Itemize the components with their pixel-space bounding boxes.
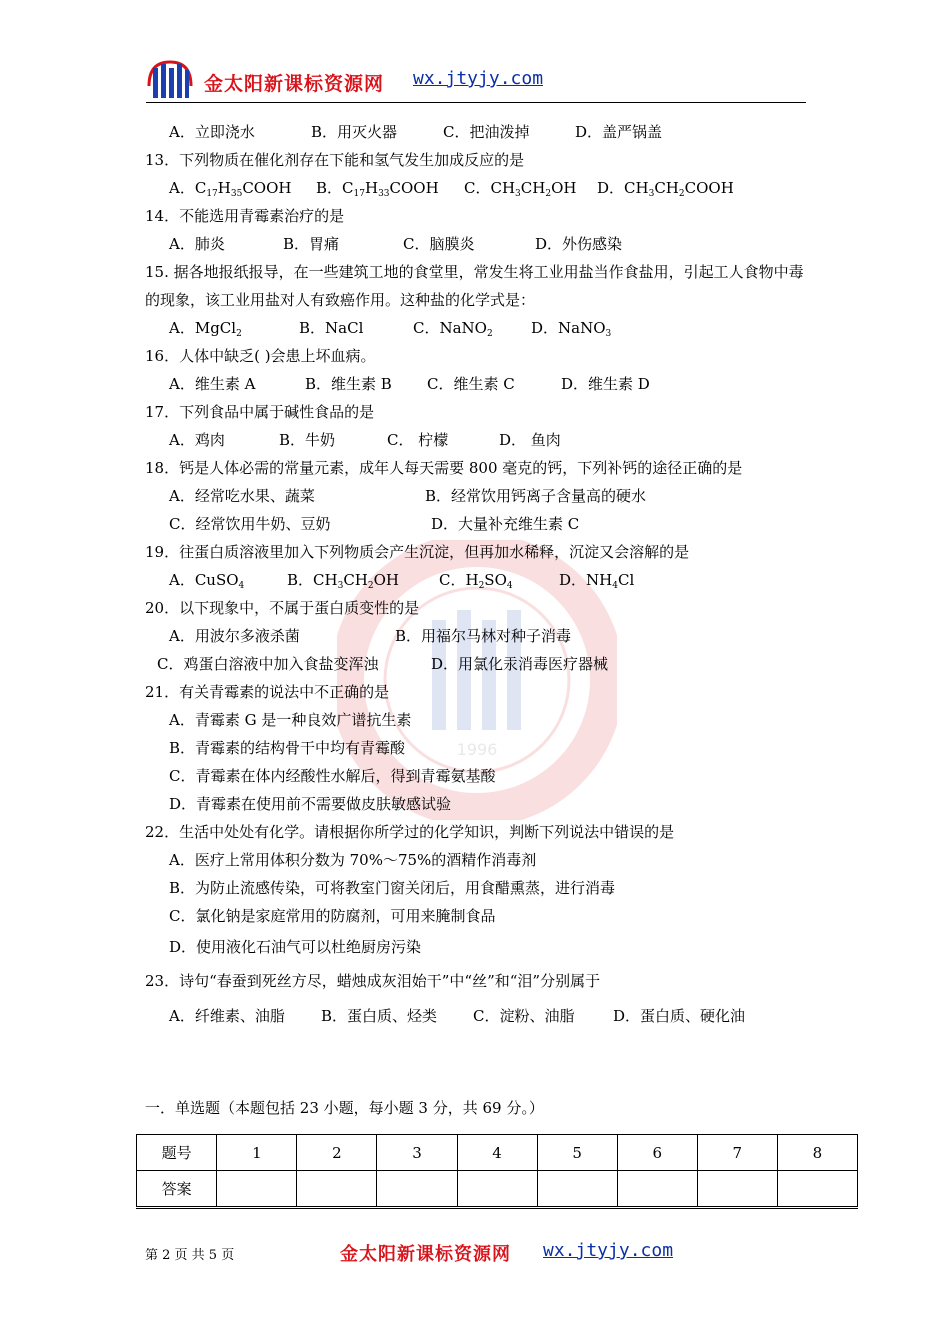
- answer-table: [136, 1134, 858, 1209]
- question-17-options: [145, 426, 825, 454]
- question-number-cell: 5: [537, 1135, 617, 1171]
- question-number-cell: 1: [217, 1135, 297, 1171]
- q23-option-b: B．蛋白质、烃类: [321, 1007, 438, 1025]
- q16-option-d: D．维生素 D: [561, 375, 650, 393]
- answer-cell[interactable]: [217, 1171, 297, 1208]
- answer-cell[interactable]: [297, 1171, 377, 1208]
- q17-option-d: D． 鱼肉: [499, 431, 561, 449]
- q17-option-a: A．鸡肉: [169, 431, 225, 449]
- question-number-cell: 8: [777, 1135, 857, 1171]
- q21-option-d: D．青霉素在使用前不需要做皮肤敏感试验: [169, 795, 452, 813]
- q20-option-d: D．用氯化汞消毒医疗器械: [431, 655, 609, 673]
- q14-option-a: A．肺炎: [169, 235, 225, 253]
- q13-option-c: C．$CH_3CH_2OH$: [464, 179, 577, 199]
- question-20-options-cd: [145, 650, 825, 678]
- question-16-options: [145, 370, 825, 398]
- question-13-stem: 13．下列物质在催化剂存在下能和氢气发生加成反应的是: [145, 151, 525, 169]
- q13-option-d: D．$CH_3CH_2COOH$: [597, 179, 734, 199]
- q14-option-c: C．脑膜炎: [403, 235, 475, 253]
- question-15-stem: 15. 据各地报纸报导，在一些建筑工地的食堂里，常发生将工业用盐当作食盐用，引起工人食物中毒的现象，该工业用盐对人有致癌作用。这种盐的化学式是：: [145, 263, 804, 309]
- question-number-cell: 2: [297, 1135, 377, 1171]
- header-brand: 金太阳新课标资源网: [204, 73, 385, 95]
- page-header: [146, 56, 806, 103]
- question-12-options: [145, 118, 825, 146]
- page-number: 第 2 页 共 5 页: [145, 1248, 235, 1263]
- q18-option-c: C．经常饮用牛奶、豆奶: [169, 515, 331, 533]
- question-number-cell: 7: [697, 1135, 777, 1171]
- q22-option-a: A．医疗上常用体积分数为 70%～75%的酒精作消毒剂: [169, 851, 537, 869]
- question-14-options: [145, 230, 825, 258]
- q19-option-a: A．CuSO$_4$: [169, 571, 245, 591]
- question-number-cell: 3: [377, 1135, 457, 1171]
- q22-option-b: B．为防止流感传染，可将教室门窗关闭后，用食醋熏蒸，进行消毒: [169, 879, 616, 897]
- q21-option-c: C．青霉素在体内经酸性水解后，得到青霉氨基酸: [169, 767, 496, 785]
- q19-option-d: D．$NH_4Cl$: [559, 571, 635, 591]
- q12-option-a: A．立即浇水: [169, 123, 255, 141]
- q20-option-b: B．用福尔马林对种子消毒: [395, 627, 572, 645]
- q15-option-d: D．NaNO$_3$: [531, 319, 612, 339]
- q20-option-a: A．用波尔多液杀菌: [169, 627, 300, 645]
- question-23-options: [145, 1002, 825, 1030]
- q18-option-a: A．经常吃水果、蔬菜: [169, 487, 315, 505]
- table-row: [137, 1171, 858, 1208]
- q18-option-b: B．经常饮用钙离子含量高的硬水: [425, 487, 647, 505]
- question-19-options: [145, 566, 825, 594]
- q12-option-b: B．用灭火器: [311, 123, 398, 141]
- q21-option-a: A．青霉素 G 是一种良效广谱抗生素: [169, 711, 412, 729]
- q18-option-d: D．大量补充维生素 C: [431, 515, 580, 533]
- question-19-stem: 19．往蛋白质溶液里加入下列物质会产生沉淀，但再加水稀释，沉淀又会溶解的是: [145, 543, 690, 561]
- question-18-stem: 18．钙是人体必需的常量元素，成年人每天需要 800 毫克的钙，下列补钙的途径正确的是: [145, 459, 743, 477]
- q23-option-c: C．淀粉、油脂: [473, 1007, 575, 1025]
- question-21-stem: 21．有关青霉素的说法中不正确的是: [145, 683, 390, 701]
- q14-option-d: D．外伤感染: [535, 235, 623, 253]
- question-22-stem: 22．生活中处处有化学。请根据你所学过的化学知识，判断下列说法中错误的是: [145, 823, 675, 841]
- q13-option-b: B．$C_{17}H_{33}COOH$: [316, 179, 439, 199]
- q21-option-b: B．青霉素的结构骨干中均有青霉酸: [169, 739, 406, 757]
- question-20-options-ab: [145, 622, 825, 650]
- q23-option-a: A．纤维素、油脂: [169, 1007, 285, 1025]
- question-14-stem: 14．不能选用青霉素治疗的是: [145, 207, 345, 225]
- q15-option-a: A．MgCl$_2$: [169, 319, 242, 339]
- q16-option-c: C．维生素 C: [427, 375, 515, 393]
- question-23-stem: 23．诗句“春蚕到死丝方尽，蜡烛成灰泪始干”中“丝”和“泪”分别属于: [145, 972, 601, 990]
- q16-option-b: B．维生素 B: [305, 375, 392, 393]
- q12-option-c: C．把油泼掉: [443, 123, 530, 141]
- q13-option-a: A．$C_{17}H_{35}COOH$: [169, 179, 292, 199]
- header-url-link[interactable]: wx.jtyjy.com: [413, 68, 544, 89]
- q22-option-c: C．氯化钠是家庭常用的防腐剂，可用来腌制食品: [169, 907, 496, 925]
- answer-cell[interactable]: [777, 1171, 857, 1208]
- q19-option-b: B．$CH_3CH_2OH$: [287, 571, 400, 591]
- answer-cell[interactable]: [617, 1171, 697, 1208]
- jty-logo-icon: [146, 56, 194, 102]
- footer-brand: 金太阳新课标资源网: [340, 1244, 511, 1265]
- q22-option-d: D．使用液化石油气可以杜绝厨房污染: [169, 938, 422, 956]
- q16-option-a: A．维生素 A: [169, 375, 256, 393]
- q12-option-d: D．盖严锅盖: [575, 123, 663, 141]
- question-18-options-cd: [145, 510, 825, 538]
- q20-option-c: C．鸡蛋白溶液中加入食盐变浑浊: [157, 655, 379, 673]
- row-label-number: 题号: [137, 1135, 217, 1171]
- answer-cell[interactable]: [457, 1171, 537, 1208]
- question-20-stem: 20．以下现象中，不属于蛋白质变性的是: [145, 599, 420, 617]
- question-list: [145, 118, 825, 1030]
- question-17-stem: 17．下列食品中属于碱性食品的是: [145, 403, 375, 421]
- question-13-options: [145, 174, 825, 202]
- q17-option-b: B．牛奶: [279, 431, 336, 449]
- row-label-answer: 答案: [137, 1171, 217, 1208]
- q14-option-b: B．胃痛: [283, 235, 340, 253]
- answer-cell[interactable]: [377, 1171, 457, 1208]
- answer-cell[interactable]: [697, 1171, 777, 1208]
- question-16-stem: 16．人体中缺乏( )会患上坏血病。: [145, 347, 376, 365]
- q15-option-c: C．NaNO$_2$: [413, 319, 493, 339]
- table-row: [137, 1135, 858, 1171]
- q15-option-b: B．NaCl: [299, 319, 364, 337]
- watermark-year: 1996: [456, 740, 498, 759]
- question-number-cell: 6: [617, 1135, 697, 1171]
- q23-option-d: D．蛋白质、硬化油: [613, 1007, 746, 1025]
- q19-option-c: C．$H_2SO_4$: [439, 571, 513, 591]
- question-number-cell: 4: [457, 1135, 537, 1171]
- question-15-options: [145, 314, 825, 342]
- answer-section-title: 一．单选题（本题包括 23 小题，每小题 3 分，共 69 分。）: [145, 1099, 544, 1117]
- answer-cell[interactable]: [537, 1171, 617, 1208]
- q17-option-c: C． 柠檬: [387, 431, 449, 449]
- footer-url-link[interactable]: wx.jtyjy.com: [543, 1240, 674, 1261]
- question-18-options-ab: [145, 482, 825, 510]
